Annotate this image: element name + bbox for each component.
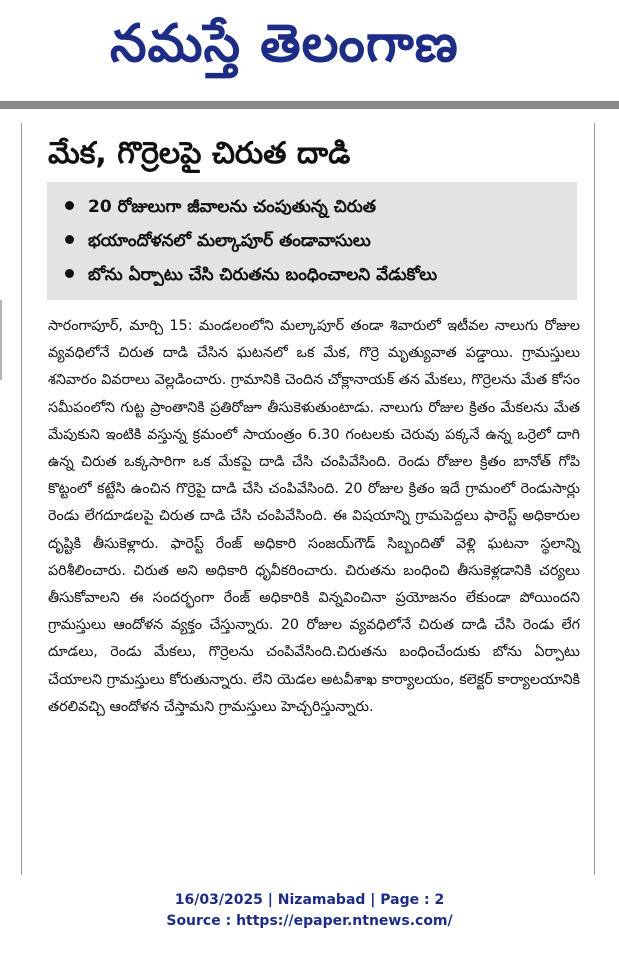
article-clipping (21, 123, 595, 875)
source-link[interactable]: Source : https://epaper.ntnews.com/ (166, 913, 453, 929)
highlights-box (47, 182, 577, 300)
highlight-text: 20 రోజులుగా జీవాలను చంపుతున్న చిరుత (88, 197, 376, 217)
masthead (0, 0, 619, 95)
dateline: 16/03/2025 | Nizamabad | Page : 2 (174, 892, 445, 908)
masthead-divider (0, 101, 619, 109)
highlight-text: భయాందోళనలో మల్కాపూర్ తండావాసులు (88, 231, 371, 251)
page-footer (0, 890, 619, 932)
bullet-icon (65, 201, 74, 210)
highlight-item (65, 260, 437, 290)
newspaper-logo: నమస్తే తెలంగాణ (110, 14, 459, 74)
highlight-item (65, 192, 376, 222)
bullet-icon (65, 235, 74, 244)
highlight-item (65, 226, 371, 256)
bullet-icon (65, 269, 74, 278)
margin-mark (0, 300, 2, 380)
article-body: సారంగాపూర్, మార్చి 15: మండలంలోని మల్కాపూర్ తండా శివారులో ఇటీవల నాలుగు రోజుల వ్యవధిలోనే చిరుత దాడి చేసిన ఘటనలో ఒక మేక, గొర్రె మృత్యువాత పడ్డాయి. గ్రామస్తులు శనివారం వివరాలు వెల్లడించారు. గ్రామానికి చెందిన చోక్లానాయక్ తన మేకలు, గొర్రెలను మేత కోసం సమీపంలోని గుట్ట ప్రాంతానికి ప్రతిరోజూ తీసుకెళుతుంటాడు. నాలుగు రోజుల క్రితం మేకలను మేత మేపుకుని ఇంటికి వస్తున్న క్రమంలో సాయంత్రం 6.30 గంటలకు చెరువు పక్కనే ఉన్న ఒర్రెలో దాగి ఉన్న చిరుత ఒక్కసారిగా ఒక మేకపై దాడి చేసి చంపివేసింది. రెండు రోజుల క్రితం బానోత్ గోపి కొట్టంలో కట్టేసి ఉంచిన గొర్రెపై దాడి చేసి చంపివేసింది. 20 రోజుల క్రితం ఇదే గ్రామంలో రెండుసార్లు రెండు లేగదూడలపై చిరుత దాడి చేసి చంపివేసింది. ఈ విషయాన్ని గ్రామపెద్దలు ఫారెస్ట్ అధికారుల దృష్టికి తీసుకెళ్లారు. ఫారెస్ట్ రేంజ్ అధికారి సంజయ్‌గౌడ్ సిబ్బందితో వెళ్లి ఘటనా స్థలాన్ని పరిశీలించారు. చిరుత అని అధికారి ధృవీకరించారు. చిరుతను బంధించి తీసుకెళ్లడానికి చర్యలు తీసుకోవాలని ఈ సందర్భంగా రేంజ్ అధికారికి విన్నవించినా ప్రయోజనం లేకుండా పోయిందని గ్రామస్తులు ఆందోళన వ్యక్తం చేస్తున్నారు. 20 రోజుల వ్యవధిలోనే చిరుత దాడి చేసి రెండు లేగ దూడలు, రెండు మేకలు, గొర్రెలను చంపివేసింది.చిరుతను బంధించేందుకు బోను ఏర్పాటు చేయాలని గ్రామస్తులు కోరుతున్నారు. లేని యెడల అటవీశాఖ కార్యాలయం, కలెక్టర్ కార్యాలయానికి తరలివచ్చి ఆందోళన చేస్తామని గ్రామస్తులు హెచ్చరిస్తున్నారు. (48, 318, 580, 715)
article-headline: మేక, గొర్రెలపై చిరుత దాడి (48, 136, 351, 171)
highlight-text: బోను ఏర్పాటు చేసి చిరుతను బంధించాలని వేడుకోలు (88, 265, 438, 285)
